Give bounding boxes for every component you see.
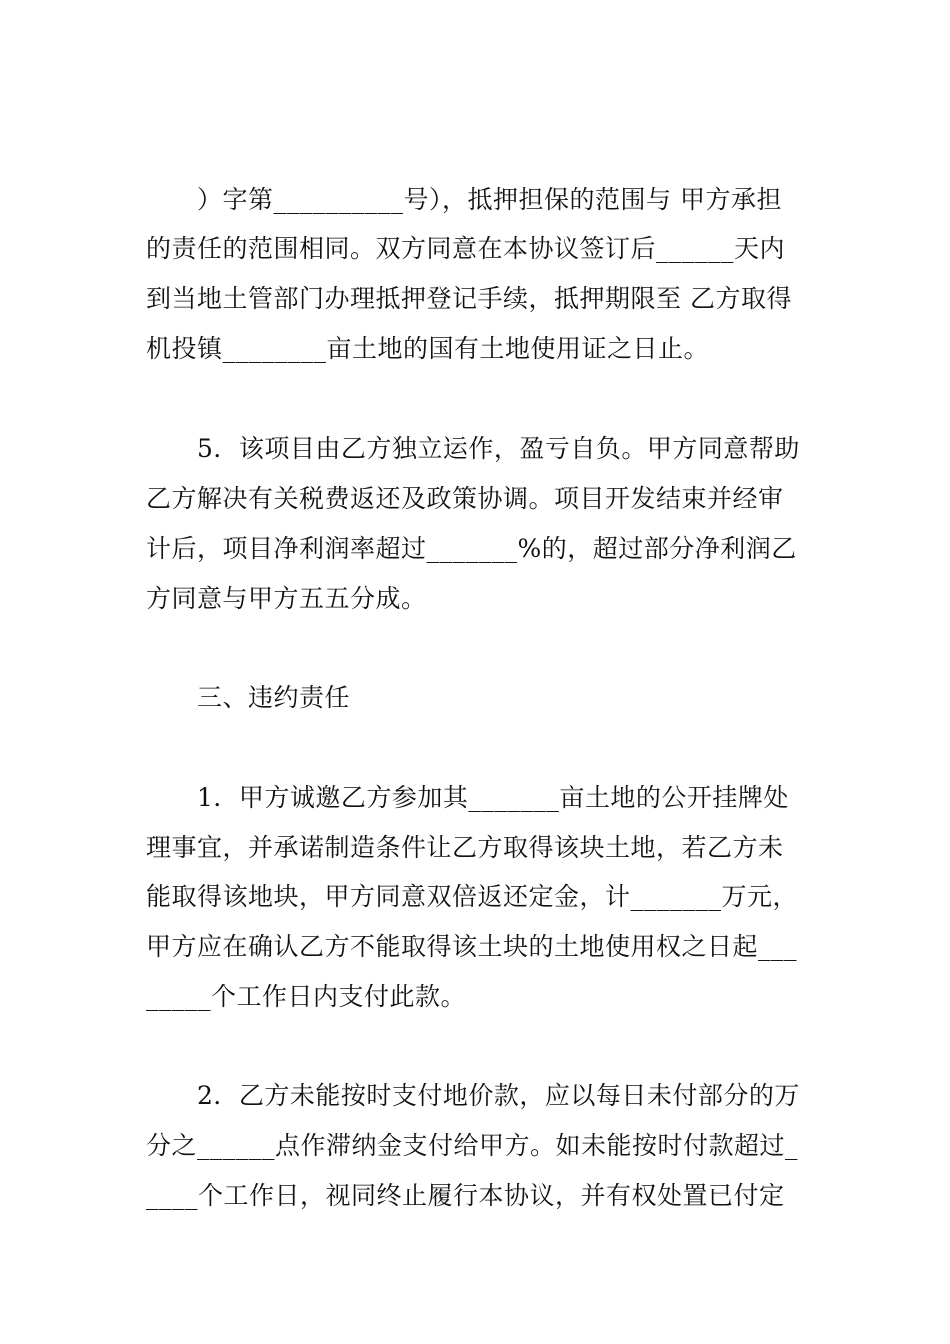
text-line: 5．该项目由乙方独立运作，盈亏自负。甲方同意帮助 bbox=[146, 434, 800, 463]
text-line: 的责任的范围相同。双方同意在本协议签订后______天内 bbox=[146, 234, 786, 263]
text-line: 计后，项目净利润率超过_______%的，超过部分净利润乙 bbox=[146, 534, 797, 563]
section-heading: 三、违约责任 bbox=[146, 683, 351, 712]
text-line: 2．乙方未能按时支付地价款，应以每日未付部分的万 bbox=[146, 1081, 800, 1110]
text-line: ）字第__________号），抵押担保的范围与 甲方承担 bbox=[146, 185, 782, 214]
text-line: ____个工作日，视同终止履行本协议，并有权处置已付定 bbox=[146, 1181, 785, 1210]
text-line: 到当地土管部门办理抵押登记手续，抵押期限至 乙方取得 bbox=[146, 284, 792, 313]
text-line: 机投镇________亩土地的国有土地使用证之日止。 bbox=[146, 334, 710, 363]
text-line: 乙方解决有关税费返还及政策协调。项目开发结束并经审 bbox=[146, 484, 784, 513]
text-line: 甲方应在确认乙方不能取得该土块的土地使用权之日起___ bbox=[146, 932, 798, 961]
text-line: 1．甲方诚邀乙方参加其_______亩土地的公开挂牌处 bbox=[146, 783, 789, 812]
text-line: 方同意与甲方五五分成。 bbox=[146, 584, 427, 613]
text-line: 能取得该地块，甲方同意双倍返还定金，计_______万元， bbox=[146, 882, 799, 911]
text-line: _____个工作日内支付此款。 bbox=[146, 982, 467, 1011]
text-line: 分之______点作滞纳金支付给甲方。如未能按时付款超过_ bbox=[146, 1131, 799, 1160]
text-line: 理事宜，并承诺制造条件让乙方取得该块土地，若乙方未 bbox=[146, 833, 784, 862]
